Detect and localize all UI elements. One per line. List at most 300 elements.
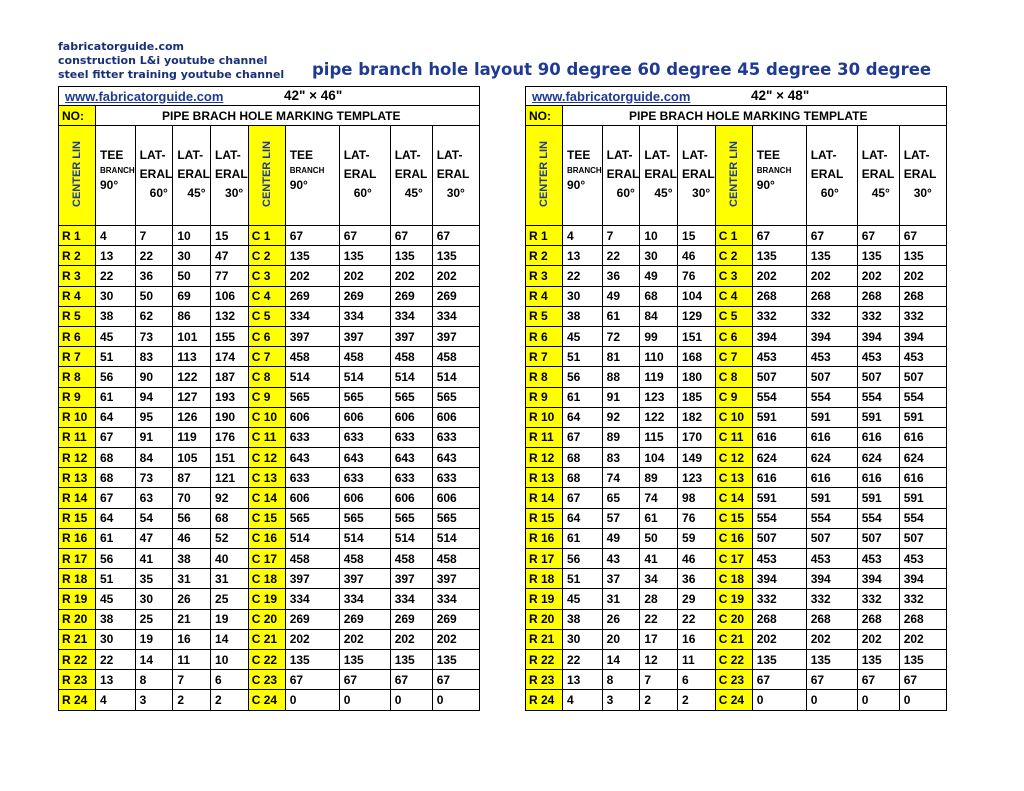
- center-line-label: [715, 126, 752, 226]
- header-site-lines: [58, 40, 318, 82]
- measure-cell: 30: [96, 629, 136, 649]
- row-label-r: R 21: [59, 629, 96, 649]
- measure-cell: 174: [211, 347, 249, 367]
- measure-cell: 507: [806, 528, 857, 548]
- measure-cell: 30: [135, 589, 173, 609]
- table-row: [526, 609, 947, 629]
- measure-cell: 591: [806, 488, 857, 508]
- measure-cell: 38: [563, 609, 603, 629]
- table-row: [526, 508, 947, 528]
- measure-cell: 565: [432, 387, 479, 407]
- row-label-r: R 18: [59, 569, 96, 589]
- measure-cell: 51: [563, 347, 603, 367]
- measure-cell: 61: [96, 387, 136, 407]
- measure-cell: 397: [339, 326, 390, 346]
- measure-cell: 591: [899, 407, 946, 427]
- measure-cell: 606: [339, 407, 390, 427]
- measure-cell: 122: [640, 407, 678, 427]
- row-label-c: C 12: [715, 448, 752, 468]
- measure-cell: 135: [339, 246, 390, 266]
- measure-cell: 514: [339, 367, 390, 387]
- measure-cell: 202: [390, 629, 432, 649]
- measure-cell: 565: [390, 508, 432, 528]
- measure-cell: 514: [432, 367, 479, 387]
- measure-cell: 61: [96, 528, 136, 548]
- column-header-angle: 60°: [149, 186, 168, 200]
- measure-cell: 0: [285, 690, 339, 710]
- measure-cell: 202: [752, 266, 806, 286]
- column-header-mid: BRANCH: [100, 166, 135, 175]
- column-header-mid: ERAL: [394, 167, 428, 181]
- measure-cell: 101: [173, 326, 211, 346]
- measure-cell: 453: [857, 549, 899, 569]
- measure-cell: 89: [602, 427, 640, 447]
- measure-cell: 46: [678, 246, 716, 266]
- row-label-r: R 16: [59, 528, 96, 548]
- column-header: [285, 126, 339, 226]
- measure-cell: 4: [96, 690, 136, 710]
- no-label: NO:: [59, 106, 96, 126]
- measure-cell: 49: [602, 286, 640, 306]
- measure-cell: 67: [96, 488, 136, 508]
- measure-cell: 202: [285, 266, 339, 286]
- measure-cell: 514: [339, 528, 390, 548]
- measure-cell: 61: [563, 528, 603, 548]
- measure-cell: 2: [173, 690, 211, 710]
- measure-cell: 135: [806, 246, 857, 266]
- row-label-c: C 21: [248, 629, 285, 649]
- measure-cell: 394: [752, 326, 806, 346]
- measure-cell: 507: [899, 367, 946, 387]
- measure-cell: 394: [752, 569, 806, 589]
- row-label-c: C 1: [715, 226, 752, 246]
- row-label-r: R 11: [526, 427, 563, 447]
- measure-cell: 51: [96, 569, 136, 589]
- row-label-c: C 13: [715, 468, 752, 488]
- row-label-c: C 9: [248, 387, 285, 407]
- measure-cell: 268: [752, 609, 806, 629]
- row-label-r: R 17: [526, 549, 563, 569]
- table-row: [526, 569, 947, 589]
- measure-cell: 123: [678, 468, 716, 488]
- measure-cell: 458: [432, 549, 479, 569]
- website-link[interactable]: www.fabricatorguide.com: [65, 88, 224, 104]
- measure-cell: 190: [211, 407, 249, 427]
- measure-cell: 554: [899, 508, 946, 528]
- measure-cell: 269: [432, 286, 479, 306]
- measure-cell: 202: [432, 266, 479, 286]
- measure-cell: 92: [211, 488, 249, 508]
- column-header: [899, 126, 946, 226]
- measure-cell: 61: [563, 387, 603, 407]
- table-row: [526, 326, 947, 346]
- table-row: [59, 488, 480, 508]
- row-label-r: R 9: [526, 387, 563, 407]
- measure-cell: 507: [857, 367, 899, 387]
- measure-cell: 68: [211, 508, 249, 528]
- table-row: [526, 589, 947, 609]
- measure-cell: 98: [678, 488, 716, 508]
- column-header-top: LAT-: [139, 148, 166, 162]
- row-label-r: R 22: [59, 649, 96, 669]
- column-header-angle: 45°: [654, 186, 673, 200]
- measure-cell: 38: [563, 306, 603, 326]
- measure-cell: 16: [173, 629, 211, 649]
- measure-cell: 57: [602, 508, 640, 528]
- measure-cell: 268: [806, 609, 857, 629]
- table-row: [59, 448, 480, 468]
- center-line-text: CENTER LIN: [538, 141, 550, 207]
- measure-cell: 633: [432, 427, 479, 447]
- column-header-top: LAT-: [343, 148, 370, 162]
- measure-cell: 56: [563, 549, 603, 569]
- row-label-r: R 19: [526, 589, 563, 609]
- column-header: [857, 126, 899, 226]
- measure-cell: 126: [173, 407, 211, 427]
- row-label-c: C 14: [715, 488, 752, 508]
- row-label-c: C 12: [248, 448, 285, 468]
- measure-cell: 397: [432, 326, 479, 346]
- center-line-label: [248, 126, 285, 226]
- no-label: NO:: [526, 106, 563, 126]
- measure-cell: 6: [211, 670, 249, 690]
- measure-cell: 565: [339, 508, 390, 528]
- column-header: [96, 126, 136, 226]
- measure-cell: 334: [339, 306, 390, 326]
- measure-cell: 46: [173, 528, 211, 548]
- measure-cell: 132: [211, 306, 249, 326]
- measure-cell: 17: [640, 629, 678, 649]
- measure-cell: 15: [678, 226, 716, 246]
- row-label-r: R 9: [59, 387, 96, 407]
- measure-cell: 95: [135, 407, 173, 427]
- measure-cell: 30: [563, 286, 603, 306]
- center-line-text: CENTER LIN: [71, 141, 83, 207]
- table-row: [59, 226, 480, 246]
- row-label-r: R 12: [526, 448, 563, 468]
- column-header-top: LAT-: [215, 148, 241, 162]
- measure-cell: 67: [899, 226, 946, 246]
- measure-cell: 507: [752, 367, 806, 387]
- measure-cell: 87: [173, 468, 211, 488]
- measure-cell: 397: [390, 569, 432, 589]
- measure-cell: 59: [678, 528, 716, 548]
- measure-cell: 6: [678, 670, 716, 690]
- measure-cell: 0: [806, 690, 857, 710]
- measure-cell: 394: [857, 569, 899, 589]
- measure-cell: 67: [390, 670, 432, 690]
- column-header: [339, 126, 390, 226]
- table-row: [59, 508, 480, 528]
- column-header: [211, 126, 249, 226]
- template-title: PIPE BRACH HOLE MARKING TEMPLATE: [96, 106, 480, 126]
- measure-cell: 113: [173, 347, 211, 367]
- row-label-c: C 5: [248, 306, 285, 326]
- column-header-top: LAT-: [810, 148, 837, 162]
- table-row: [59, 387, 480, 407]
- measure-cell: 49: [640, 266, 678, 286]
- measure-cell: 0: [390, 690, 432, 710]
- row-label-r: R 8: [59, 367, 96, 387]
- column-header-mid: ERAL: [861, 167, 895, 181]
- row-label-c: C 23: [715, 670, 752, 690]
- measure-cell: 14: [602, 649, 640, 669]
- template-table-42x48: [525, 86, 947, 711]
- measure-cell: 565: [339, 387, 390, 407]
- row-label-c: C 3: [715, 266, 752, 286]
- measure-cell: 68: [563, 448, 603, 468]
- measure-cell: 591: [752, 407, 806, 427]
- measure-cell: 67: [752, 226, 806, 246]
- column-header: [602, 126, 640, 226]
- column-header-top: LAT-: [436, 148, 463, 162]
- measure-cell: 334: [390, 306, 432, 326]
- table-row: [59, 569, 480, 589]
- column-header-angle: 45°: [871, 186, 890, 200]
- measure-cell: 554: [857, 387, 899, 407]
- template-table-42x46: [58, 86, 480, 711]
- column-header-angle: 30°: [692, 186, 711, 200]
- row-label-c: C 11: [715, 427, 752, 447]
- measure-cell: 52: [211, 528, 249, 548]
- measure-cell: 334: [339, 589, 390, 609]
- measure-cell: 56: [563, 367, 603, 387]
- measure-cell: 554: [752, 508, 806, 528]
- row-label-c: C 3: [248, 266, 285, 286]
- measure-cell: 507: [857, 528, 899, 548]
- measure-cell: 453: [752, 347, 806, 367]
- measure-cell: 554: [899, 387, 946, 407]
- row-label-r: R 24: [59, 690, 96, 710]
- measure-cell: 119: [640, 367, 678, 387]
- measure-cell: 22: [678, 609, 716, 629]
- measure-cell: 269: [390, 286, 432, 306]
- measure-cell: 554: [857, 508, 899, 528]
- measure-cell: 565: [432, 508, 479, 528]
- measure-cell: 127: [173, 387, 211, 407]
- measure-cell: 397: [390, 326, 432, 346]
- column-header-angle: 30°: [446, 186, 465, 200]
- measure-cell: 554: [806, 387, 857, 407]
- measure-cell: 514: [432, 528, 479, 548]
- measure-cell: 268: [752, 286, 806, 306]
- measure-cell: 77: [211, 266, 249, 286]
- measure-cell: 4: [563, 226, 603, 246]
- measure-cell: 61: [640, 508, 678, 528]
- measure-cell: 269: [390, 609, 432, 629]
- table-row: [526, 407, 947, 427]
- row-label-r: R 12: [59, 448, 96, 468]
- measure-cell: 73: [135, 326, 173, 346]
- column-header-top: LAT-: [394, 148, 421, 162]
- measure-cell: 86: [173, 306, 211, 326]
- measure-cell: 25: [211, 589, 249, 609]
- table-row: [526, 266, 947, 286]
- row-label-c: C 15: [715, 508, 752, 528]
- measure-cell: 606: [339, 488, 390, 508]
- measure-cell: 514: [285, 528, 339, 548]
- template-title: PIPE BRACH HOLE MARKING TEMPLATE: [563, 106, 947, 126]
- measure-cell: 22: [96, 266, 136, 286]
- row-label-c: C 6: [715, 326, 752, 346]
- table-row: [526, 387, 947, 407]
- table-row: [526, 448, 947, 468]
- measure-cell: 394: [806, 326, 857, 346]
- measure-cell: 8: [602, 670, 640, 690]
- website-link[interactable]: www.fabricatorguide.com: [532, 88, 691, 104]
- row-label-r: R 7: [59, 347, 96, 367]
- measure-cell: 616: [899, 427, 946, 447]
- column-header: [806, 126, 857, 226]
- measure-cell: 14: [135, 649, 173, 669]
- row-label-c: C 5: [715, 306, 752, 326]
- measure-cell: 123: [640, 387, 678, 407]
- measure-cell: 74: [640, 488, 678, 508]
- measure-cell: 334: [285, 589, 339, 609]
- measure-cell: 67: [857, 226, 899, 246]
- row-label-c: C 23: [248, 670, 285, 690]
- row-label-c: C 17: [715, 549, 752, 569]
- column-header-mid: ERAL: [644, 167, 678, 181]
- measure-cell: 591: [899, 488, 946, 508]
- column-header: [640, 126, 678, 226]
- measure-cell: 268: [899, 286, 946, 306]
- header-line: fabricatorguide.com: [58, 40, 184, 53]
- measure-cell: 565: [285, 508, 339, 528]
- measure-cell: 35: [135, 569, 173, 589]
- table-row: [59, 306, 480, 326]
- measure-cell: 616: [806, 427, 857, 447]
- measure-cell: 104: [678, 286, 716, 306]
- measure-cell: 106: [211, 286, 249, 306]
- measure-cell: 2: [640, 690, 678, 710]
- measure-cell: 84: [640, 306, 678, 326]
- measure-cell: 202: [390, 266, 432, 286]
- table-row: [59, 629, 480, 649]
- measure-cell: 51: [96, 347, 136, 367]
- measure-cell: 104: [640, 448, 678, 468]
- measure-cell: 88: [602, 367, 640, 387]
- row-label-c: C 6: [248, 326, 285, 346]
- center-line-text: CENTER LIN: [727, 141, 740, 207]
- column-header-top: LAT-: [606, 148, 633, 162]
- measure-cell: 135: [857, 649, 899, 669]
- measure-cell: 624: [857, 448, 899, 468]
- column-header-mid: ERAL: [177, 167, 211, 181]
- url-row: [526, 87, 947, 106]
- column-header-top: LAT-: [177, 148, 204, 162]
- header-line: steel fitter training youtube channel: [58, 68, 285, 81]
- measure-cell: 135: [899, 246, 946, 266]
- row-label-c: C 19: [248, 589, 285, 609]
- row-label-r: R 5: [59, 306, 96, 326]
- row-label-c: C 16: [248, 528, 285, 548]
- row-label-c: C 4: [715, 286, 752, 306]
- measure-cell: 45: [563, 589, 603, 609]
- row-label-r: R 21: [526, 629, 563, 649]
- center-line-label: [526, 126, 563, 226]
- measure-cell: 12: [640, 649, 678, 669]
- measure-cell: 61: [602, 306, 640, 326]
- measure-cell: 36: [678, 569, 716, 589]
- measure-cell: 67: [857, 670, 899, 690]
- measure-cell: 394: [899, 569, 946, 589]
- column-header-top: TEE: [567, 148, 591, 162]
- column-header-angle: 90°: [100, 178, 119, 192]
- table-row: [526, 427, 947, 447]
- measure-cell: 67: [806, 670, 857, 690]
- measure-cell: 84: [135, 448, 173, 468]
- row-label-r: R 24: [526, 690, 563, 710]
- measure-cell: 11: [678, 649, 716, 669]
- measure-cell: 397: [339, 569, 390, 589]
- measure-cell: 187: [211, 367, 249, 387]
- measure-cell: 51: [563, 569, 603, 589]
- measure-cell: 606: [285, 488, 339, 508]
- measure-cell: 3: [135, 690, 173, 710]
- table-row: [59, 407, 480, 427]
- row-label-r: R 1: [59, 226, 96, 246]
- measure-cell: 67: [432, 670, 479, 690]
- measure-cell: 453: [857, 347, 899, 367]
- measure-cell: 4: [563, 690, 603, 710]
- table-row: [59, 367, 480, 387]
- measure-cell: 334: [390, 589, 432, 609]
- column-header-mid: ERAL: [606, 167, 640, 181]
- measure-cell: 0: [857, 690, 899, 710]
- column-header-mid: ERAL: [139, 167, 173, 181]
- measure-cell: 507: [899, 528, 946, 548]
- measure-cell: 149: [678, 448, 716, 468]
- measure-cell: 99: [640, 326, 678, 346]
- row-label-c: C 21: [715, 629, 752, 649]
- measure-cell: 31: [173, 569, 211, 589]
- measure-cell: 67: [285, 670, 339, 690]
- measure-cell: 151: [211, 448, 249, 468]
- measure-cell: 202: [806, 629, 857, 649]
- measure-cell: 16: [678, 629, 716, 649]
- measure-cell: 633: [339, 427, 390, 447]
- table-row: [59, 690, 480, 710]
- measure-cell: 56: [96, 367, 136, 387]
- column-header-top: TEE: [100, 148, 124, 162]
- row-label-r: R 11: [59, 427, 96, 447]
- column-header-top: LAT-: [861, 148, 888, 162]
- measure-cell: 334: [432, 306, 479, 326]
- row-label-c: C 4: [248, 286, 285, 306]
- column-header: [135, 126, 173, 226]
- column-header-mid: BRANCH: [756, 166, 792, 175]
- measure-cell: 73: [135, 468, 173, 488]
- measure-cell: 624: [752, 448, 806, 468]
- measure-cell: 458: [432, 347, 479, 367]
- column-header: [678, 126, 716, 226]
- measure-cell: 606: [432, 488, 479, 508]
- measure-cell: 83: [602, 448, 640, 468]
- column-header-angle: 60°: [353, 186, 372, 200]
- row-label-r: R 6: [526, 326, 563, 346]
- measure-cell: 68: [563, 468, 603, 488]
- measure-cell: 2: [678, 690, 716, 710]
- row-label-c: C 20: [715, 609, 752, 629]
- measure-cell: 334: [285, 306, 339, 326]
- row-label-r: R 3: [526, 266, 563, 286]
- row-label-r: R 2: [526, 246, 563, 266]
- column-header: [752, 126, 806, 226]
- measure-cell: 202: [899, 629, 946, 649]
- measure-cell: 19: [211, 609, 249, 629]
- measure-cell: 182: [678, 407, 716, 427]
